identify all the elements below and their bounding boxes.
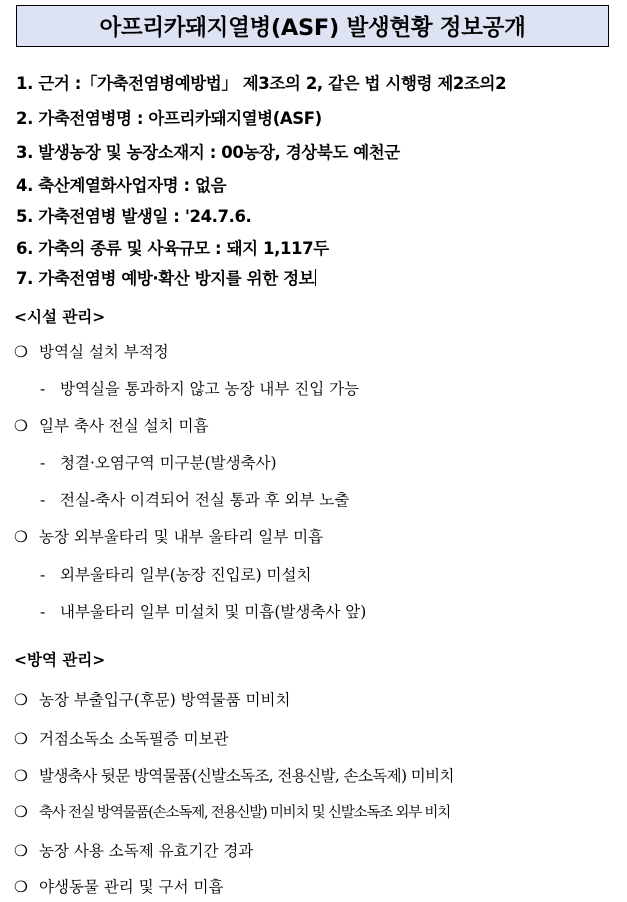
sub-text: 전실-축사 이격되어 전실 통과 후 외부 노출 xyxy=(60,491,350,509)
facility-heading: <시설 관리> xyxy=(14,308,106,326)
quarantine-bullet-3 xyxy=(14,764,454,786)
circle-bullet-icon: ❍ xyxy=(14,878,28,896)
circle-bullet-icon: ❍ xyxy=(14,842,28,860)
bullet-text: 농장 사용 소독제 유효기간 경과 xyxy=(39,842,254,860)
dash-icon: - xyxy=(40,380,46,398)
circle-bullet-icon: ❍ xyxy=(14,767,28,785)
circle-bullet-icon: ❍ xyxy=(14,417,28,435)
facility-sub-2-1 xyxy=(40,451,277,473)
dash-icon: - xyxy=(40,566,46,584)
bullet-text: 방역실 설치 부적정 xyxy=(39,343,169,361)
facility-sub-3-1 xyxy=(40,563,311,585)
facility-bullet-2 xyxy=(14,414,208,436)
facility-sub-2-2 xyxy=(40,488,349,510)
title-box xyxy=(16,5,609,47)
quarantine-bullet-6 xyxy=(14,875,223,897)
item-farm-location: 3. 발생농장 및 농장소재지 : 00농장, 경상북도 예천군 xyxy=(16,143,400,162)
sub-text: 내부울타리 일부 미설치 및 미흡(발생축사 앞) xyxy=(60,603,367,621)
quarantine-bullet-1 xyxy=(14,688,290,710)
facility-bullet-1 xyxy=(14,340,169,362)
quarantine-bullet-4 xyxy=(14,801,450,822)
facility-sub-1-1 xyxy=(40,377,359,399)
quarantine-heading: <방역 관리> xyxy=(14,651,106,669)
bullet-text: 거점소독소 소독필증 미보관 xyxy=(39,730,229,748)
facility-bullet-3 xyxy=(14,525,323,547)
circle-bullet-icon: ❍ xyxy=(14,691,28,709)
text-cursor xyxy=(315,269,316,286)
dash-icon: - xyxy=(40,454,46,472)
sub-text: 청결·오염구역 미구분(발생축사) xyxy=(60,454,277,472)
page-title: 아프리카돼지열병(ASF) 발생현황 정보공개 xyxy=(99,15,526,41)
item-basis: 1. 근거 :「가축전염병예방법」 제3조의 2, 같은 법 시행령 제2조의2 xyxy=(16,74,507,93)
bullet-text: 일부 축사 전실 설치 미흡 xyxy=(39,417,209,435)
sub-text: 외부울타리 일부(농장 진입로) 미설치 xyxy=(60,566,312,584)
item-outbreak-date: 5. 가축전염병 발생일 : '24.7.6. xyxy=(16,207,252,226)
item-prevention-text: 7. 가축전염병 예방·확산 방지를 위한 정보 xyxy=(16,269,315,288)
circle-bullet-icon: ❍ xyxy=(14,343,28,361)
facility-sub-3-2 xyxy=(40,600,366,622)
item-prevention-info xyxy=(16,265,316,289)
bullet-text: 야생동물 관리 및 구서 미흡 xyxy=(39,878,224,896)
circle-bullet-icon: ❍ xyxy=(14,803,28,821)
circle-bullet-icon: ❍ xyxy=(14,730,28,748)
dash-icon: - xyxy=(40,491,46,509)
quarantine-bullet-2 xyxy=(14,727,229,749)
circle-bullet-icon: ❍ xyxy=(14,528,28,546)
item-disease-name: 2. 가축전염병명 : 아프리카돼지열병(ASF) xyxy=(16,109,322,128)
item-integrator: 4. 축산계열화사업자명 : 없음 xyxy=(16,176,227,195)
bullet-text: 농장 외부울타리 및 내부 울타리 일부 미흡 xyxy=(39,528,324,546)
bullet-text: 축사 전실 방역물품(손소독제, 전용신발) 미비치 및 신발소독조 외부 비치 xyxy=(39,805,450,821)
bullet-text: 발생축사 뒷문 방역물품(신발소독조, 전용신발, 손소독제) 미비치 xyxy=(39,767,454,785)
sub-text: 방역실을 통과하지 않고 농장 내부 진입 가능 xyxy=(60,380,360,398)
quarantine-bullet-5 xyxy=(14,839,253,861)
item-livestock: 6. 가축의 종류 및 사육규모 : 돼지 1,117두 xyxy=(16,239,329,258)
bullet-text: 농장 부출입구(후문) 방역물품 미비치 xyxy=(39,691,291,709)
dash-icon: - xyxy=(40,603,46,621)
